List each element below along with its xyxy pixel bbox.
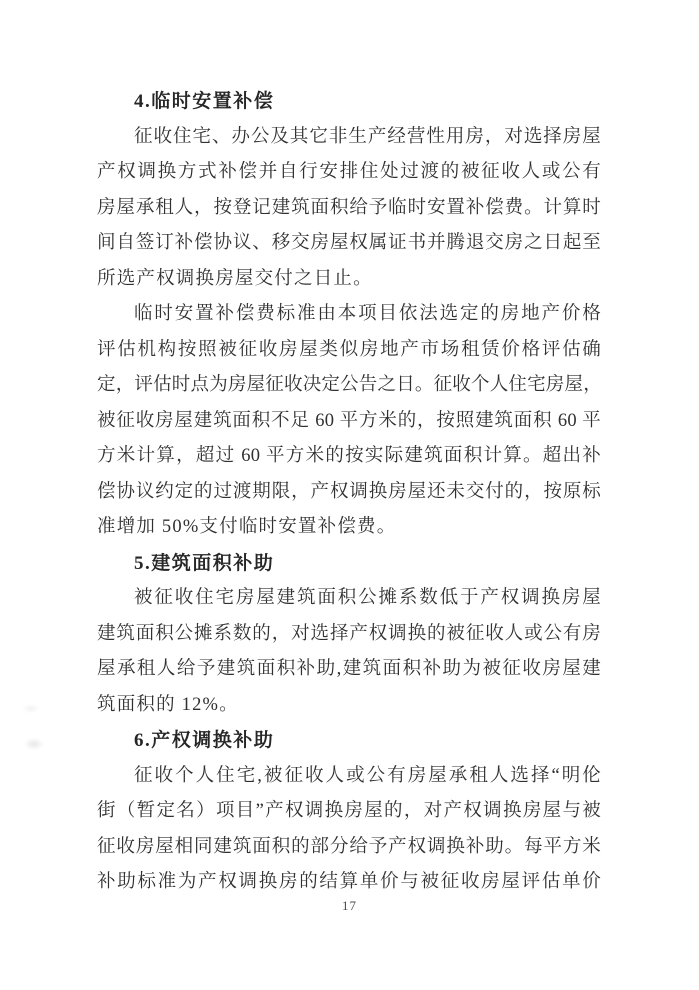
paragraph-line: 房屋承租人，按登记建筑面积给予临时安置补偿费。计算时 xyxy=(97,197,601,218)
paragraph-line: 被征收住宅房屋建筑面积公摊系数低于产权调换房屋 xyxy=(134,588,601,608)
paragraph-line: 征收住宅、办公及其它非生产经营性用房，对选择房屋 xyxy=(134,126,601,147)
paragraph-line: 评估机构按照被征收房屋类似房地产市场租赁价格评估确 xyxy=(97,339,601,360)
page-number: 17 xyxy=(342,898,357,913)
paragraph-line: 建筑面积公摊系数的，对选择产权调换的被征收人或公有房 xyxy=(97,623,601,644)
paragraph-line: 筑面积的 12%。 xyxy=(97,694,239,715)
paragraph-line: 产权调换方式补偿并自行安排住处过渡的被征收人或公有 xyxy=(97,162,601,182)
section-heading: 5.建筑面积补助 xyxy=(134,552,275,574)
paragraph-line: 补助标准为产权调换房的结算单价与被征收房屋评估单价 xyxy=(97,872,601,892)
document-body xyxy=(97,84,601,901)
paragraph-line: 定，评估时点为房屋征收决定公告之日。征收个人住宅房屋， xyxy=(97,375,602,395)
paragraph-line: 街（暂定名）项目”产权调换房屋的，对产权调换房屋与被 xyxy=(97,801,601,821)
paragraph-line: 征收房屋相同建筑面积的部分给予产权调换补助。每平方米 xyxy=(97,836,601,857)
section-heading: 6.产权调换补助 xyxy=(134,730,275,751)
section-heading: 4.临时安置补偿 xyxy=(134,91,275,112)
paragraph-line: 方米计算，超过 60 平方米的按实际建筑面积计算。超出补 xyxy=(97,446,601,466)
scan-smudge xyxy=(22,704,40,713)
paragraph-line: 间自签订补偿协议、移交房屋权属证书并腾退交房之日起至 xyxy=(97,233,601,253)
paragraph-line: 征收个人住宅,被征收人或公有房屋承租人选择“明伦 xyxy=(134,765,601,786)
scan-smudge xyxy=(24,738,44,750)
paragraph-line: 屋承租人给予建筑面积补助,建筑面积补助为被征收房屋建 xyxy=(97,659,601,679)
paragraph-line: 临时安置补偿费标准由本项目依法选定的房地产价格 xyxy=(134,304,601,324)
paragraph-line: 偿协议约定的过渡期限，产权调换房屋还未交付的，按原标 xyxy=(97,481,601,502)
paragraph-line: 所选产权调换房屋交付之日止。 xyxy=(97,268,373,289)
paragraph-line: 准增加 50%支付临时安置补偿费。 xyxy=(97,517,397,537)
paragraph-line: 被征收房屋建筑面积不足 60 平方米的，按照建筑面积 60 平 xyxy=(97,410,601,431)
